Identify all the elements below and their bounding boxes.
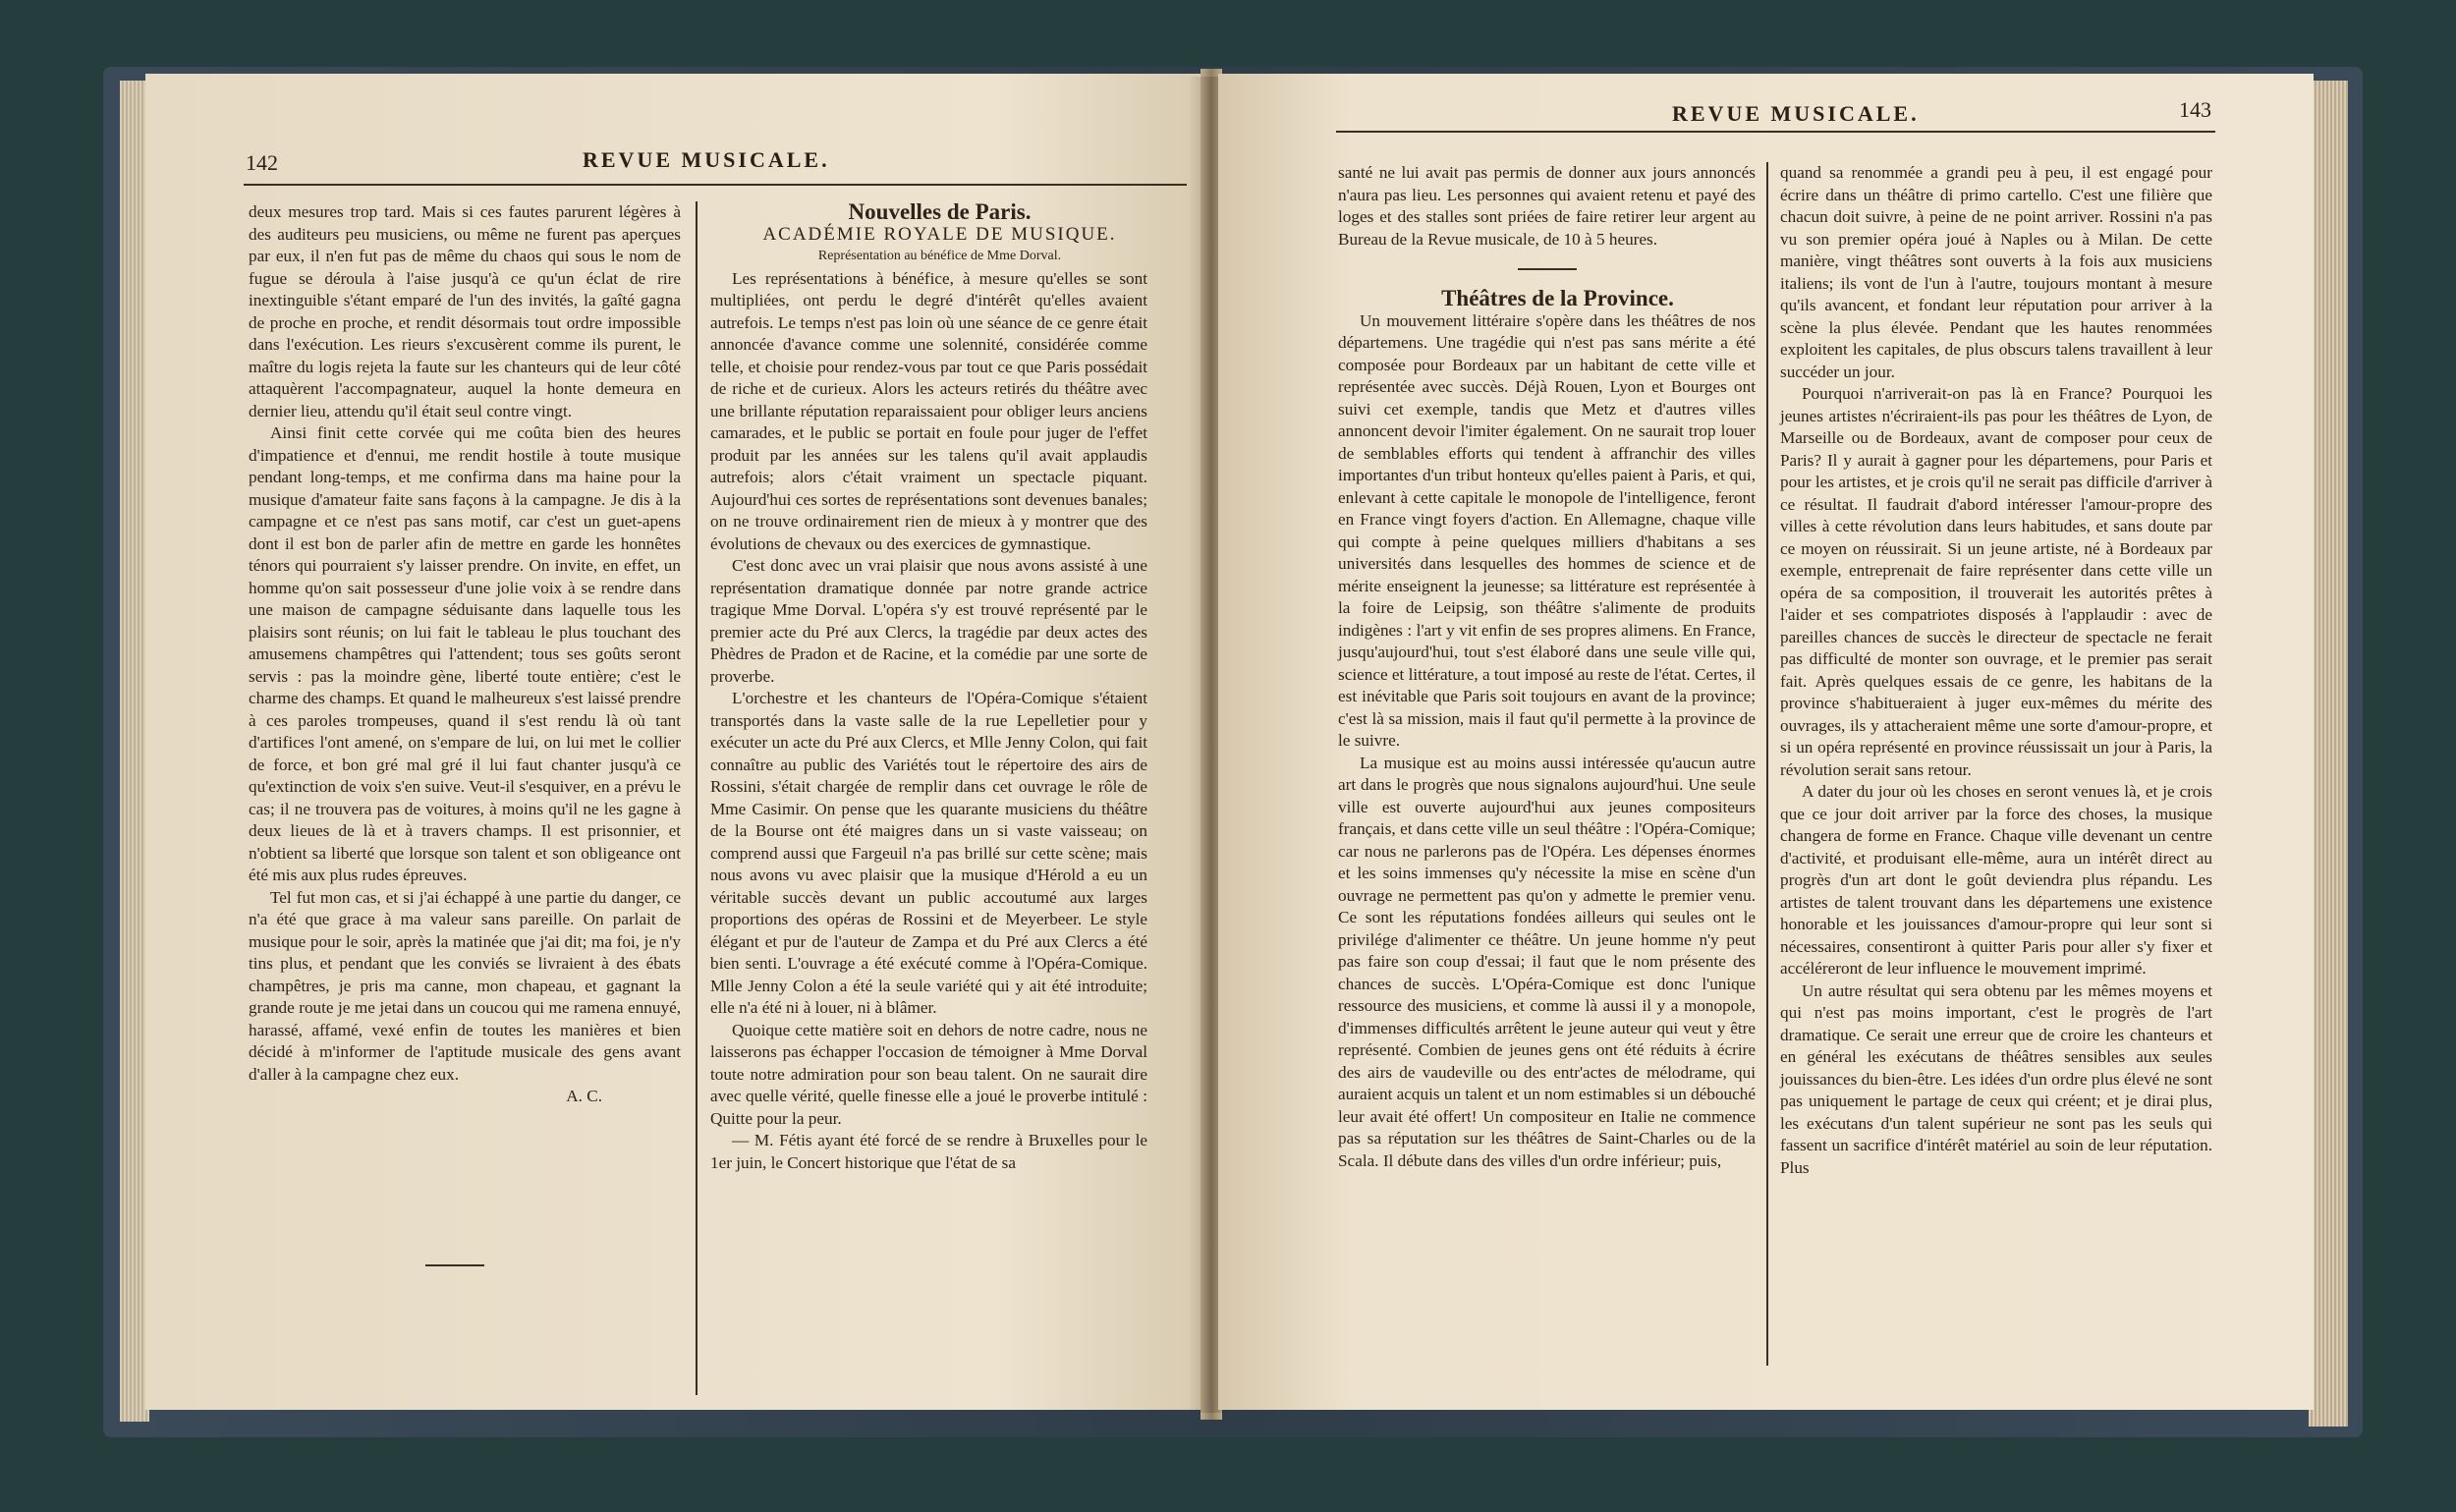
right-page (1218, 74, 2314, 1410)
paragraph: santé ne lui avait pas permis de donner aux jours annoncés n'aura pas lieu. Les personnes qui avaient retenu et payé des loges et des stalles sont priées de faire retirer leur argent au Bureau de la Revue musicale, de 10 à 5 heures. (1338, 163, 1756, 249)
right-column (710, 201, 1147, 1174)
separator-rule (1518, 268, 1577, 270)
left-column (249, 201, 681, 1108)
paragraph: La musique est au moins aussi intéressée qu'aucun autre art dans le progrès que nous signalons aujourd'hui. Une seule ville est ouverte aujourd'hui aux jeunes compositeurs français, et dans cette ville un seul théâtre : l'Opéra-Comique; car nous ne parlerons pas de l'Opéra. Les dépenses énormes et les soins immenses qu'y nécessite la mise en scène d'un ouvrage ne permettent pas qu'on y admette le premier venu. Ce sont les réputations fondées ailleurs qui seules ont le privilége d'alimenter ce théâtre. Un jeune homme n'y peut pas faire son coup d'essai; il faut que le nom présente des chances de succès. L'Opéra-Comique est donc l'unique ressource des musiciens, et comme là aussi il y a monopole, d'immenses difficultés arrêtent le jeune auteur qui veut y être représenté. Combien de jeunes gens ont été réduits à écrire des airs de vaudeville ou des entr'actes de mélodrame, qui auraient acquis un talent et un nom estimables si un débouché leur avait été offert! Un compositeur en Italie ne commence pas sa réputation sur les théâtres de Saint-Charles ou de la Scala. Il débute dans des villes d'un ordre inférieur; puis, (1338, 753, 1756, 1170)
end-rule (425, 1264, 484, 1266)
page-number: 143 (2179, 97, 2211, 122)
paragraph: Ainsi finit cette corvée qui me coûta bien des heures d'impatience et d'ennui, me rendit hostile à toute musique pendant long-temps, et me confirma dans ma haine pour la musique d'amateur faite sans façons à la campagne. Je dis à la campagne et ce n'est pas sans motif, car c'est un guet-apens dont il est bon de parler afin de mettre en garde les honnêtes ténors qui pourraient s'y laisser prendre. On invite, en effet, un homme qu'on sait possesseur d'une jolie voix à se rendre dans une maison de campagne séduisante dans laquelle tous les plaisirs sont réunis; on lui fait le tableau le plus touchant des amusemens champêtres qui l'attendent; tous ses goûts seront servis : pas la moindre gène, liberté toute entière; c'est le charme des champs. Et quand le malheureux s'est laissé prendre à ces paroles trompeuses, quand il s'est rendu là où tant d'artifices l'ont amené, on s'empare de lui, on lui met le collier de force, et bon gré mal gré il lui faut chanter jusqu'à ce qu'extinction de voix s'en suive. Veut-il s'esquiver, en a prévu le cas; il ne trouvera pas de voitures, à moins qu'il ne les gagne à deux lieues de là et à travers champs. Il est prisonnier, et n'obtient sa liberté que lorsque son talent et son obligeance ont été mis aux plus rudes épreuves. (249, 423, 681, 884)
paragraph: Quoique cette matière soit en dehors de notre cadre, nous ne laisserons pas échapper l'occasion de témoigner à Mme Dorval toute notre admiration pour son beau talent. On ne saurait dire avec quelle vérité, quelle finesse elle a joué le proverbe intitulé : Quitte pour la peur. (710, 1020, 1147, 1128)
running-head: REVUE MUSICALE. (1672, 101, 1920, 126)
section-subheading: Représentation au bénéfice de Mme Dorval. (817, 249, 1062, 263)
column-rule (696, 201, 698, 1395)
right-page-edges (2309, 81, 2348, 1427)
paragraph: C'est donc avec un vrai plaisir que nous avons assisté à une représentation dramatique donnée par notre grande actrice tragique Mme Dorval. L'opéra s'y est trouvé représenté par le premier acte du Pré aux Clercs, la tragédie par deux actes des Phèdres de Pradon et de Racine, et la comédie par une sorte de proverbe. (710, 556, 1147, 686)
paragraph: Un autre résultat qui sera obtenu par les mêmes moyens et qui n'est pas moins important, c'est le progrès de l'art dramatique. Ce serait une erreur que de croire les chanteurs et en général les exécutans de théâtres sensibles aux seules jouissances du bien-être. Les idées d'un ordre plus élevé ne sont pas uniquement le partage de ceux qui créent; et je dirai plus, les exécutans d'un talent supérieur ne sont pas les seuls qui fassent un sacrifice d'intérêt matériel au soin de leur réputation. Plus (1780, 980, 2212, 1177)
header-rule (1336, 131, 2215, 133)
page-number: 142 (246, 150, 278, 175)
left-column (1338, 162, 1756, 1172)
paragraph: quand sa renommée a grandi peu à peu, il est engagé pour écrire dans un théâtre di primo cartello. C'est une filière que chacun doit suivre, à peine de ne point arriver. Rossini n'a pas vu son premier opéra joué à Naples ou à Milan. De cette manière, vingt théâtres sont ouverts à la fois aux musiciens italiens; ils vont de l'un à l'autre, toujours montant à mesure qu'ils avancent, et fondant leur réputation pour arriver à la scène la plus élevée. Pendant que les hautes renommées exploitent les capitales, de plus obscurs talens travaillent à leur succéder un jour. (1780, 163, 2212, 381)
paragraph: Un mouvement littéraire s'opère dans les théâtres de nos départemens. Une tragédie qui n'est pas sans mérite a été composée pour Bordeaux par un habitant de cette ville et représentée avec succès. Déjà Rouen, Lyon et Bourges ont suivi cet exemple, tandis que Metz et d'autres villes annoncent devoir l'imiter également. On ne saurait trop louer de semblables efforts qui tendent à affranchir des villes importantes d'un tribut honteux qu'elles paient à Paris, et qui, enlevant à cette capitale le monopole de l'intelligence, feront en France vingt foyers d'action. En Allemagne, chaque ville qui compte à peine quelques milliers d'habitans a ses universités dans lesquelles des hommes de science et de mérite enseignent la jeunesse; sa littérature est représentée à la foire de Leipsig, son théâtre s'alimente de produits indigènes : l'art y vit enfin de ses propres alimens. En France, jusqu'aujourd'hui, tout s'est élaboré dans une seule ville qui, science et littérature, a tout imposé au reste de l'état. Certes, il est inévitable que Paris soit toujours en avant de la province; c'est là sa mission, mais il faut qu'il permette à la province de le suivre. (1338, 310, 1756, 750)
paragraph: A dater du jour où les choses en seront venues là, et je crois que ce jour doit arriver par la force des choses, la musique changera de forme en France. Chaque ville devenant un centre d'activité, et produisant elle-même, aura un intérêt direct au progrès d'un art dont le goût deviendra plus répandu. Les artistes de talent trouvant dans les départemens une existence honorable et les jouissances d'amour-propre qui leur sont si nécessaires, consentiront à quitter Paris pour aller s'y fixer et accéléreront de leur influence le mouvement imprimé. (1780, 782, 2212, 978)
section-title: Nouvelles de Paris. (848, 199, 1032, 224)
left-page (145, 74, 1206, 1410)
right-column (1780, 162, 2212, 1179)
paragraph: deux mesures trop tard. Mais si ces fautes parurent légères à des auditeurs peu musiciens, ou même ne furent pas aperçues par eux, il n'en fut pas de même du chaos qui sous le nom de fugue se déroula à l'aise jusqu'à ce qu'un éclat de rire inextinguible s'étant emparé de l'un des invités, la gaîté gagna de proche en proche, et rendit désormais tout ordre impossible dans l'exécution. Les rieurs s'excusèrent comme ils purent, le maître du logis rejeta la faute sur les chanteurs qui de leur côté attaquèrent l'accompagnateur, auquel la honte demeura en dernier lieu, attendu qu'il était seul contre vingt. (249, 202, 681, 420)
running-head: REVUE MUSICALE. (583, 147, 830, 172)
header-rule (244, 184, 1187, 186)
section-title: Théâtres de la Province. (1441, 286, 1674, 310)
paragraph: Pourquoi n'arriverait-on pas là en France? Pourquoi les jeunes artistes n'écriraient-ils pas pour les théâtres de Lyon, de Marseille ou de Bordeaux, avant de composer pour ceux de Paris? Il y aurait à gagner pour les départemens, pour Paris et pour les artistes, et je crois qu'il ne serait pas difficile d'arriver à ce résultat. Il faudrait d'abord intéresser l'amour-propre des villes à cette révolution dans leurs habitudes, et sans doute par ce moyen on réussirait. Si un jeune artiste, né à Bordeaux par exemple, entreprenait de faire représenter dans cette ville un opéra de sa composition, il trouverait les autorités prêtes à l'aider et ses compatriotes disposés à l'applaudir : avec de pareilles chances de succès le directeur de spectacle ne ferait pas difficulté de monter son ouvrage, et le premier pas serait fait. Après quelques essais de ce genre, les habitans de la province s'habitueraient à juger eux-mêmes du mérite des ouvrages, ils y attacheraient même une sorte d'amour-propre, et si un opéra représenté en province réussissait un jour à Paris, la révolution serait sans retour. (1780, 384, 2212, 779)
paragraph: Les représentations à bénéfice, à mesure qu'elles se sont multipliées, ont perdu le degré d'intérêt qu'elles avaient autrefois. Le temps n'est pas loin où une séance de ce genre était annoncée d'avance comme une solennité, considérée comme telle, et choisie pour rendez-vous par tout ce que Paris possédait de riche et de curieux. Alors les acteurs retirés du théâtre avec une brillante réputation reparaissaient pour obliger leurs anciens camarades, et le public se portait en foule pour juger de l'effet produit par les années sur les talens qu'il avait applaudis autrefois; alors c'était vraiment un spectacle piquant. Aujourd'hui ces sortes de représentations sont devenues banales; on ne trouve ordinairement rien de mieux à y montrer que des évolutions de chevaux ou des exercices de gymnastique. (710, 268, 1147, 553)
paragraph: Tel fut mon cas, et si j'ai échappé à une partie du danger, ce n'a été que grace à ma valeur sans pareille. On parlait de musique pour le soir, après la matinée que j'ai dit; ma foi, je n'y tins plus, et pendant que les conviés se livraient à des ébats champêtres, je pris ma canne, mon chapeau, et gagnant la grande route je me jetai dans un coucou qui me ramena ennuyé, harassé, affamé, vexé enfin de toutes les manières et bien décidé à m'informer de l'aptitude musicale des gens avant d'aller à la campagne chez eux. (249, 887, 681, 1084)
column-rule (1766, 162, 1768, 1366)
paragraph: L'orchestre et les chanteurs de l'Opéra-Comique s'étaient transportés dans la vaste salle de la rue Lepelletier pour y exécuter un acte du Pré aux Clercs, et Mlle Jenny Colon, qui fait connaître au public des Variétés tout le répertoire des airs de Rossini, s'était chargée de remplir dans cet ouvrage le rôle de Mme Casimir. On pense que les quarante musiciens du théâtre de la Bourse ont été maigres dans un si vaste vaisseau; on comprend aussi que Fargeuil n'a pas brillé sur cette scène; mais nous avons vu avec plaisir que la musique d'Hérold a eu un véritable succès devant un public accoutumé aux larges proportions des opéras de Rossini et de Meyerbeer. Le style élégant et pur de l'auteur de Zampa et du Pré aux Clercs a été bien senti. L'ouvrage a été exécuté comme à l'Opéra-Comique. Mlle Jenny Colon a été la seule variété qui y ait été introduite; elle n'a été ni à louer, ni à blâmer. (710, 689, 1147, 1017)
paragraph: — M. Fétis ayant été forcé de se rendre à Bruxelles pour le 1er juin, le Concert historique que l'état de sa (710, 1131, 1147, 1172)
signature: A. C. (566, 1087, 602, 1105)
section-subtitle: ACADÉMIE ROYALE DE MUSIQUE. (762, 223, 1117, 245)
